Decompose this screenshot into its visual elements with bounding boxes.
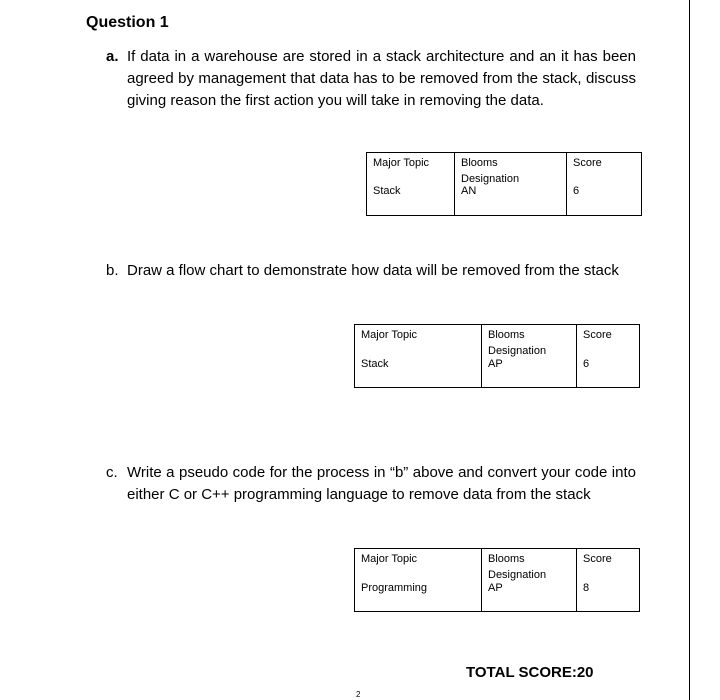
blooms-value: AN xyxy=(461,185,477,197)
major-topic-header: Major Topic xyxy=(361,553,418,565)
part-b xyxy=(106,260,636,282)
part-c-text: Write a pseudo code for the process in “b” above and convert your code into either C or C++ programming language to remove data from the stack xyxy=(127,464,636,503)
blooms-header: Blooms Designation xyxy=(488,553,547,581)
score-value: 6 xyxy=(583,358,590,370)
major-topic-value: Programming xyxy=(361,582,428,594)
part-a-meta-table xyxy=(366,152,642,216)
part-a-text: If data in a warehouse are stored in a stack architecture and an it has been agreed by management that data has to be removed from the stack, discuss giving reason the first action you will take in removing the data. xyxy=(127,48,636,109)
blooms-header: Blooms Designation xyxy=(488,329,547,357)
score-header: Score xyxy=(583,329,612,341)
part-a xyxy=(106,46,636,112)
total-score: TOTAL SCORE:20 xyxy=(466,664,594,681)
major-topic-header: Major Topic xyxy=(361,329,418,341)
score-value: 6 xyxy=(573,185,580,197)
blooms-value: AP xyxy=(488,582,503,594)
question-title: Question 1 xyxy=(86,14,169,31)
page-number: 2 xyxy=(356,690,361,699)
part-c-meta-table xyxy=(354,548,640,612)
score-value: 8 xyxy=(583,582,590,594)
major-topic-header: Major Topic xyxy=(373,157,430,169)
score-header: Score xyxy=(583,553,612,565)
blooms-header: Blooms Designation xyxy=(461,157,520,185)
part-b-text: Draw a flow chart to demonstrate how data will be removed from the stack xyxy=(127,262,619,279)
part-c-marker: c. xyxy=(106,464,118,481)
blooms-value: AP xyxy=(488,358,503,370)
part-b-meta-table xyxy=(354,324,640,388)
major-topic-value: Stack xyxy=(361,358,389,370)
part-b-marker: b. xyxy=(106,262,119,279)
part-a-marker: a. xyxy=(106,48,119,65)
score-header: Score xyxy=(573,157,602,169)
major-topic-value: Stack xyxy=(373,185,401,197)
part-c xyxy=(106,462,636,506)
